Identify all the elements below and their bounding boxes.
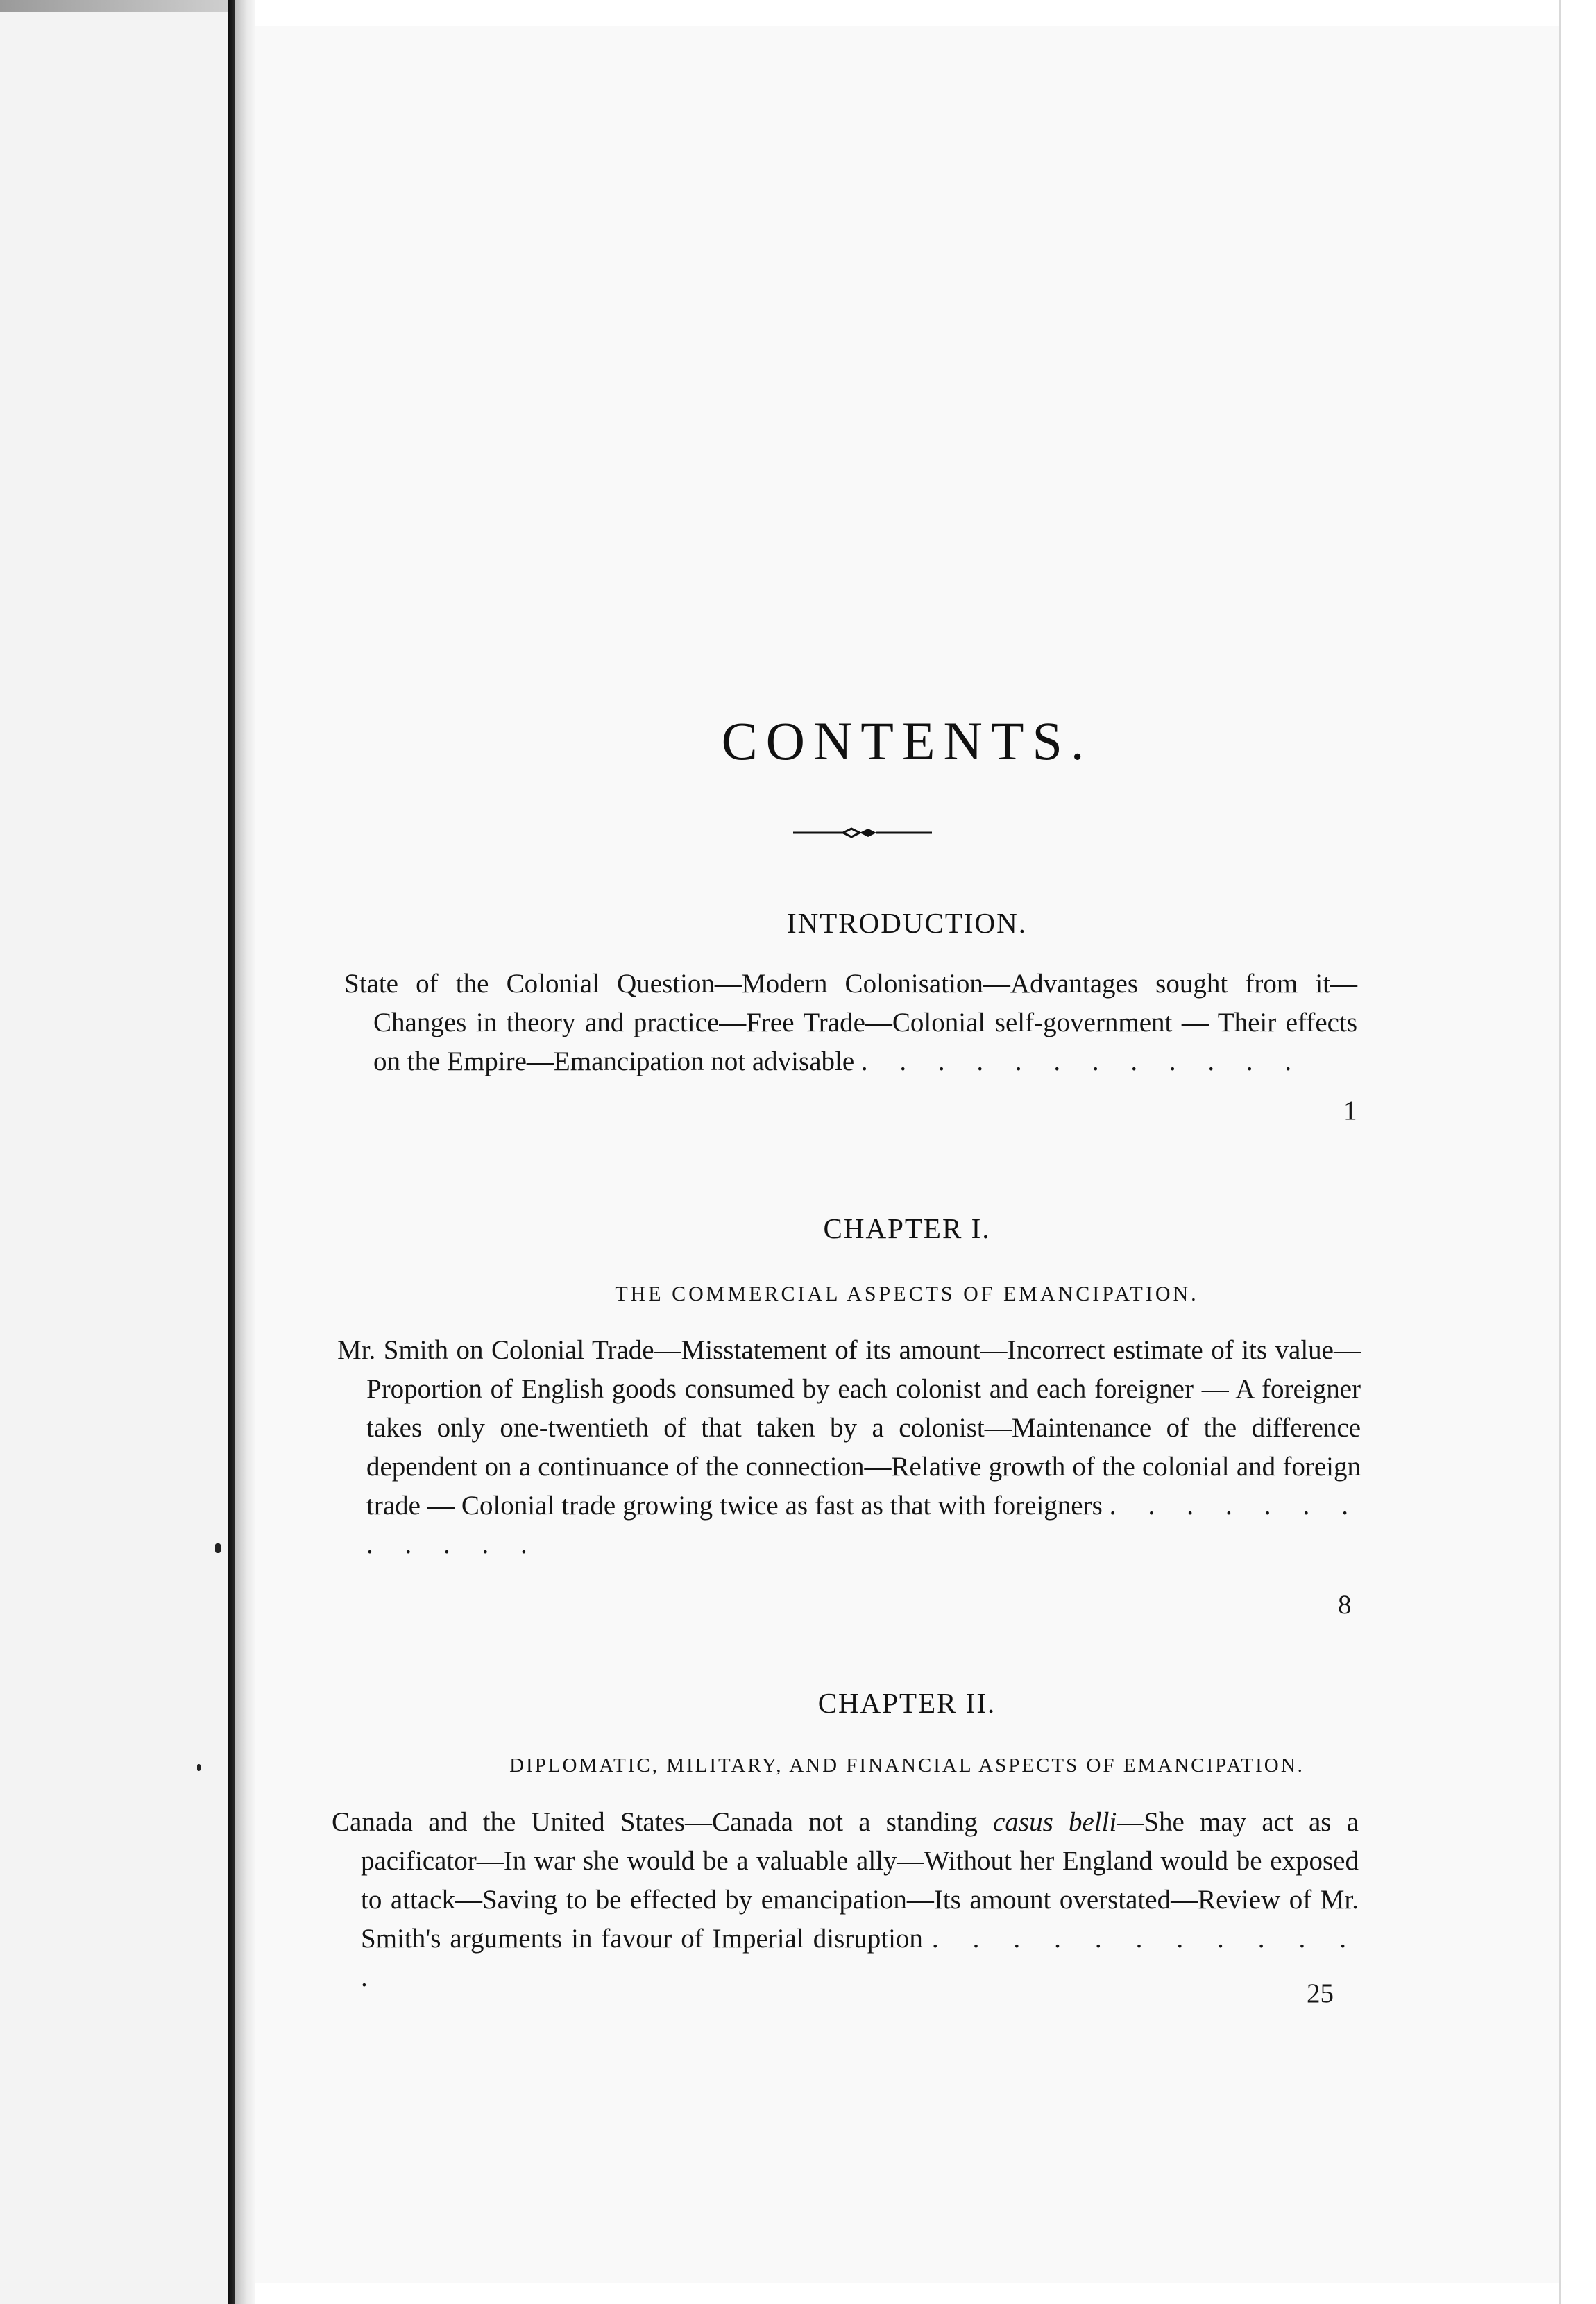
chapter-2-subtitle: DIPLOMATIC, MILITARY, AND FINANCIAL ASPECTS OF EMANCIPATION. — [509, 1754, 1305, 1777]
chapter-1-page-number: 8 — [1338, 1590, 1352, 1620]
chapter-1-subtitle: THE COMMERCIAL ASPECTS OF EMANCIPATION. — [615, 1282, 1199, 1305]
scan-edge-mark — [0, 0, 229, 12]
chapter-1-summary — [337, 1331, 1361, 1564]
ornament-divider — [793, 824, 932, 841]
chapter-2-summary-italic: casus belli — [993, 1807, 1117, 1837]
contents-page — [255, 26, 1559, 2283]
chapter-1-heading: CHAPTER I. — [823, 1212, 991, 1244]
chapter-2-page-number: 25 — [1307, 1979, 1334, 2008]
introduction-heading: INTRODUCTION. — [787, 907, 1027, 939]
chapter-2-summary — [332, 1803, 1359, 1997]
introduction-summary — [344, 965, 1357, 1081]
introduction-summary-text: State of the Colonial Question—Modern Colonisation—Advantages sought from it—Changes in theory and practice—Free Trade—Colonial self-government — Their effects on the Empire—Emancipation not advisable — [344, 969, 1357, 1076]
chapter-2-summary-text-end: —She may act as a pacificator—In war she would be a valuable ally—Without her England would be exposed to attack—Saving to be effected by emancipation—Its amount overstated—Review of Mr. Smith's arguments in favour of Imperial disruption — [361, 1807, 1359, 1954]
page-gutter — [235, 0, 255, 2304]
scan-speck — [197, 1764, 201, 1771]
page-title: CONTENTS. — [721, 711, 1093, 771]
chapter-1-summary-text: Mr. Smith on Colonial Trade—Misstatement of its amount—Incorrect estimate of its value—Proportion of English goods consumed by each colonist and each foreigner — A foreigner takes only one-twentieth of that taken by a colonist—Maintenance of the difference dependent on a continuance of the connection—Relative growth of the colonial and foreign trade — Colonial trade growing twice as fast as that with foreigners — [337, 1335, 1361, 1521]
scan-speck — [215, 1543, 221, 1553]
page-spine-shadow — [228, 0, 235, 2304]
chapter-2-summary-text-start: Canada and the United States—Canada not a standing — [332, 1807, 994, 1837]
dot-leader: . . . . . . . . . . . . — [860, 1047, 1305, 1076]
page-right-margin — [1559, 0, 1596, 2304]
dot-leader: . . . . . . . . . . . . — [366, 1491, 1361, 1559]
chapter-2-heading: CHAPTER II. — [817, 1687, 996, 1719]
dot-leader: . . . . . . . . . . . . — [361, 1924, 1359, 1992]
introduction-page-number: 1 — [1343, 1096, 1357, 1126]
facing-page-left — [0, 0, 228, 2304]
